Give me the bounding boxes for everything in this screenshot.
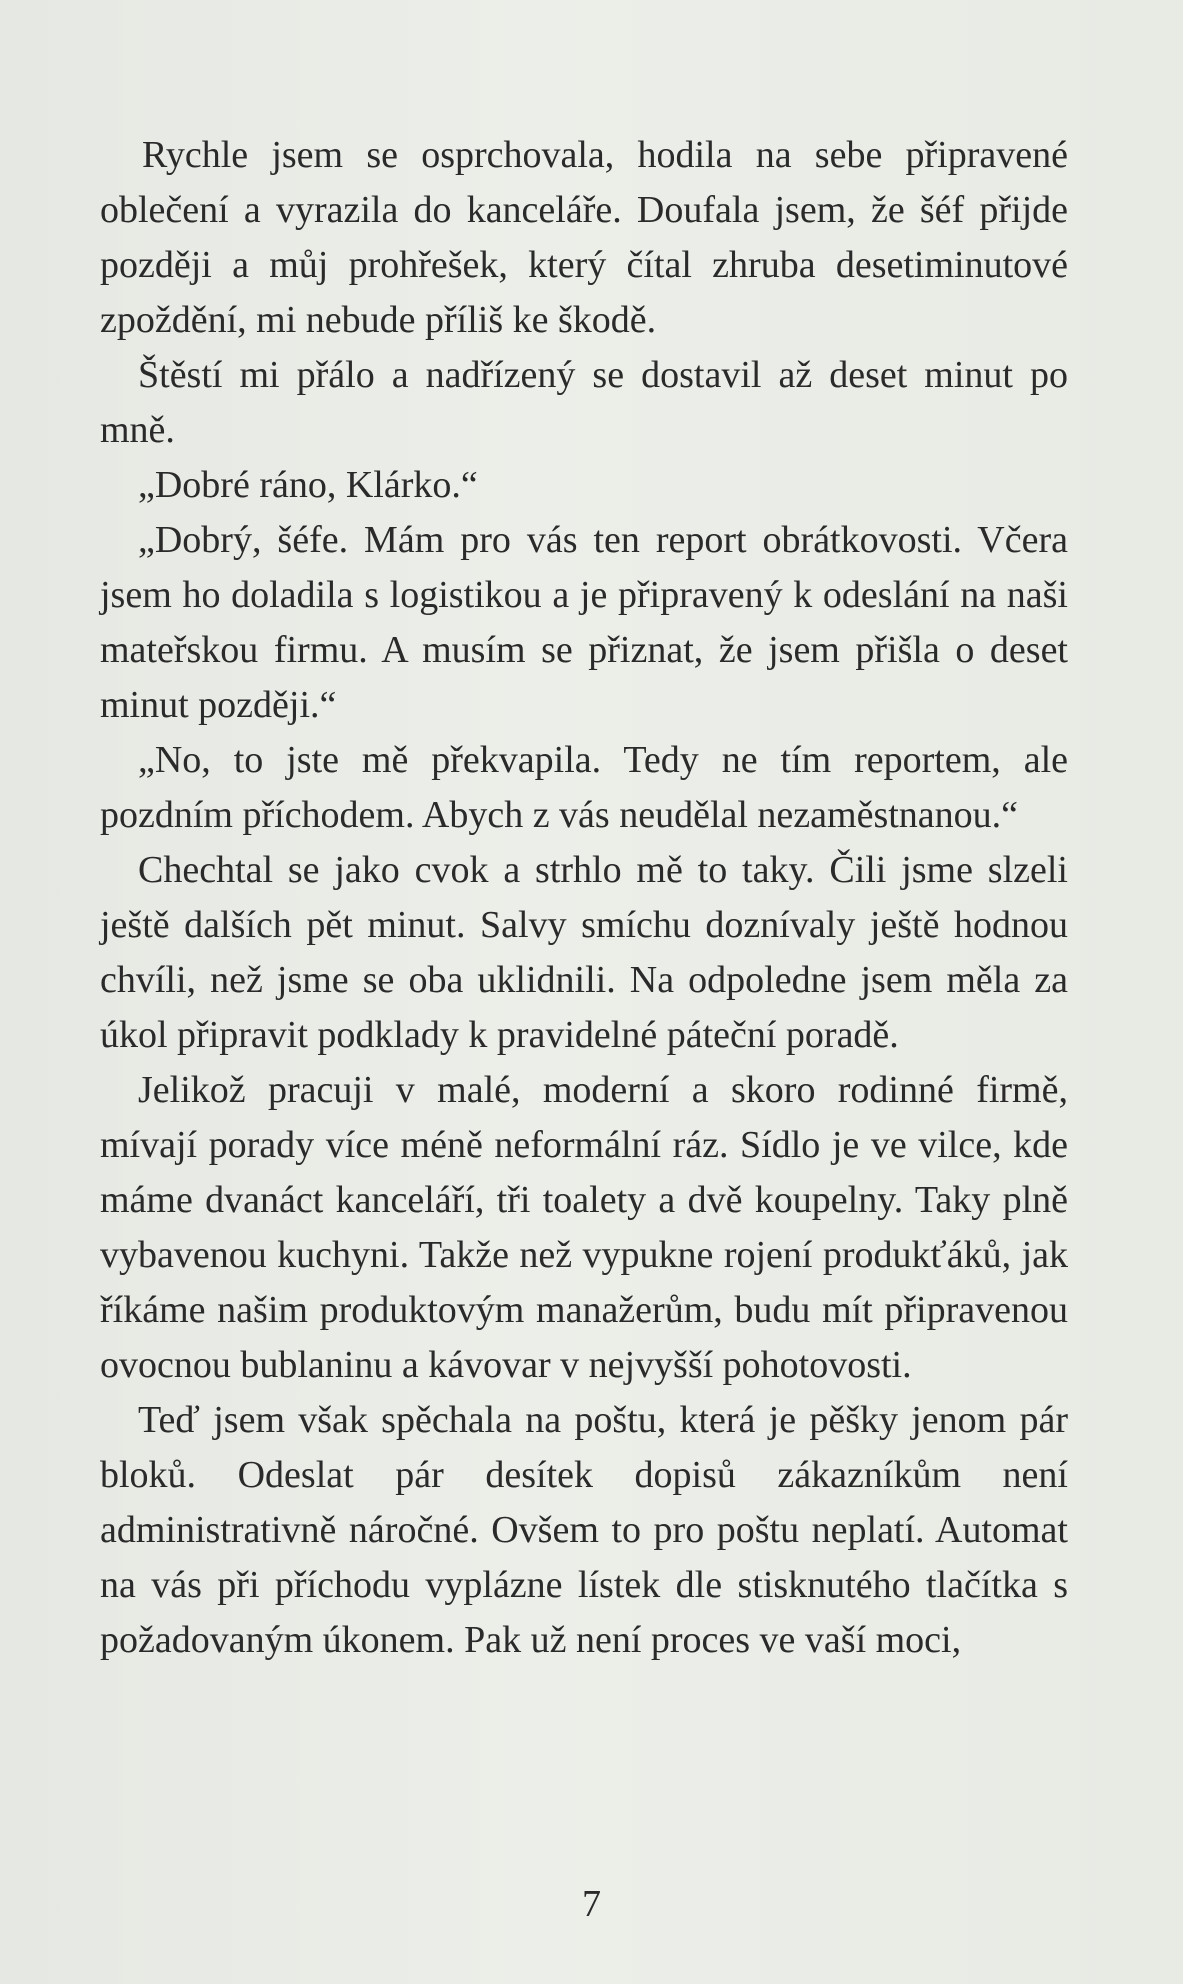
paragraph-2: Štěstí mi přálo a nadřízený se dostavil až deset minut po mně.	[100, 354, 1068, 451]
paragraph-7: Jelikož pracuji v malé, moderní a skoro rodinné firmě, mívají porady více méně neformální ráz. Sídlo je ve vilce, kde máme dvanáct kanceláří, tři toalety a dvě koupelny. Taky plně vybavenou kuchyni. Takže než vypukne rojení produkťáků, jak říkáme našim produktovým manažerům, budu mít připravenou ovocnou bublaninu a kávovar v nejvyšší pohotovosti.	[100, 1069, 1068, 1386]
paragraph-1: Rychle jsem se osprchovala, hodila na sebe připravené oblečení a vyrazila do kanceláře. Doufala jsem, že šéf přijde později a můj prohřešek, který čítal zhruba desetiminutové zpoždění, mi nebude příliš ke škodě.	[100, 134, 1068, 341]
paragraph-5: „No, to jste mě překvapila. Tedy ne tím reportem, ale pozdním příchodem. Abych z vás neudělal nezaměstnanou.“	[100, 739, 1068, 836]
paragraph-6: Chechtal se jako cvok a strhlo mě to taky. Čili jsme slzeli ještě dalších pět minut. Salvy smíchu doznívaly ještě hodnou chvíli, než jsme se oba uklidnili. Na odpoledne jsem měla za úkol připravit podklady k pravidelné páteční poradě.	[100, 849, 1068, 1056]
body-text	[100, 128, 1068, 1668]
paragraph-3: „Dobré ráno, Klárko.“	[138, 464, 478, 506]
page-number: 7	[582, 1883, 601, 1925]
paragraph-8: Teď jsem však spěchala na poštu, která je pěšky jenom pár bloků. Odeslat pár desítek dopisů zákazníkům není administrativně náročné. Ovšem to pro poštu neplatí. Automat na vás při příchodu vyplázne lístek dle stisknutého tlačítka s požadovaným úkonem. Pak už není proces ve vaší moci,	[100, 1399, 1068, 1661]
paragraph-4: „Dobrý, šéfe. Mám pro vás ten report obrátkovosti. Včera jsem ho doladila s logistikou a je připravený k odeslání na naši mateřskou firmu. A musím se přiznat, že jsem přišla o deset minut později.“	[100, 519, 1068, 726]
